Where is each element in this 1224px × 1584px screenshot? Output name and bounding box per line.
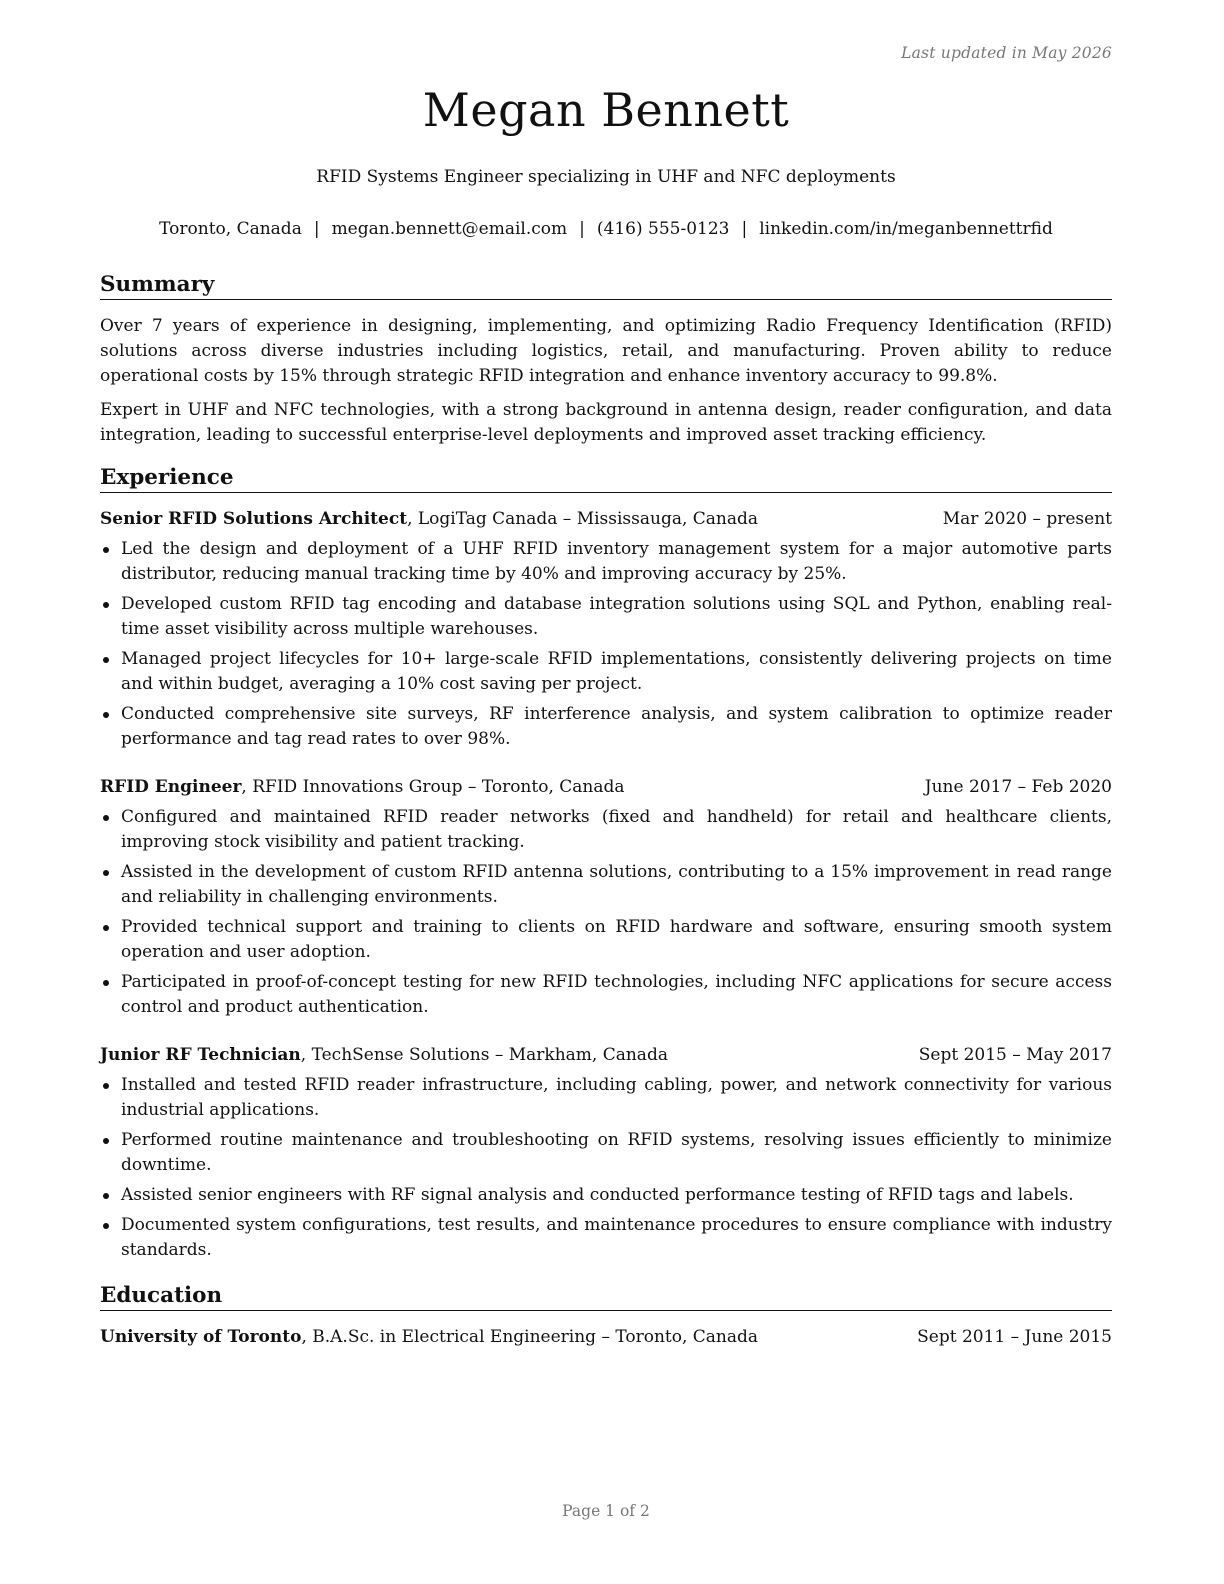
job-dates: June 2017 – Feb 2020 <box>924 777 1112 797</box>
candidate-tagline: RFID Systems Engineer specializing in UHF and NFC deployments <box>316 167 896 187</box>
bullet-text: Conducted comprehensive site surveys, RF interference analysis, and system calibration to optimize reader performance and tag read rates to over 98%. <box>121 704 1112 749</box>
job-dates: Sept 2015 – May 2017 <box>918 1045 1112 1065</box>
bullet-text: Assisted in the development of custom RFID antenna solutions, contributing to a 15% improvement in read range and reliability in challenging environments. <box>121 862 1112 907</box>
bullet-icon <box>103 712 109 718</box>
resume-page <box>100 0 1112 1584</box>
job-header <box>100 1043 1112 1068</box>
bullet-icon <box>103 1193 109 1199</box>
job-dates: Mar 2020 – present <box>942 509 1112 529</box>
bullet-icon <box>103 547 109 553</box>
job-bullets <box>100 537 1112 757</box>
bullet-icon <box>103 1138 109 1144</box>
contact-line <box>100 219 1112 239</box>
bullet-icon <box>103 925 109 931</box>
contact-location: Toronto, Canada <box>159 219 302 239</box>
contact-phone: (416) 555-0123 <box>596 219 730 239</box>
bullet-icon <box>103 602 109 608</box>
bullet-icon <box>103 1083 109 1089</box>
list-item <box>100 970 1112 1020</box>
bullet-text: Configured and maintained RFID reader networks (fixed and handheld) for retail and healthcare clients, improving stock visibility and patient tracking. <box>121 807 1112 852</box>
contact-separator: | <box>741 219 748 239</box>
list-item <box>100 915 1112 965</box>
summary-paragraph: Over 7 years of experience in designing, implementing, and optimizing Radio Frequency Identification (RFID) solutions across diverse industries including logistics, retail, and manufacturing. Proven ability to reduce operational costs by 15% through strategic RFID integration and enhance inventory accuracy to 99.8%. <box>100 316 1112 386</box>
list-item <box>100 647 1112 697</box>
education-entry <box>100 1325 1112 1350</box>
section-heading-education: Education <box>100 1285 1112 1311</box>
contact-email-link[interactable]: megan.bennett@email.com <box>331 219 568 239</box>
bullet-text: Assisted senior engineers with RF signal analysis and conducted performance testing of RFID tags and labels. <box>121 1185 1074 1205</box>
bullet-icon <box>103 657 109 663</box>
last-updated-note: Last updated in May 2026 <box>901 44 1112 62</box>
bullet-icon <box>103 980 109 986</box>
bullet-text: Participated in proof-of-concept testing for new RFID technologies, including NFC applications for secure access control and product authentication. <box>121 972 1112 1017</box>
list-item <box>100 1073 1112 1123</box>
bullet-text: Managed project lifecycles for 10+ large-scale RFID implementations, consistently delivering projects on time and within budget, averaging a 10% cost saving per project. <box>121 649 1112 694</box>
list-item <box>100 1213 1112 1263</box>
list-item <box>100 537 1112 587</box>
page-number: Page 1 of 2 <box>562 1502 650 1520</box>
bullet-text: Performed routine maintenance and troubleshooting on RFID systems, resolving issues efficiently to minimize downtime. <box>121 1130 1112 1175</box>
job-title: Senior RFID Solutions Architect <box>100 509 408 529</box>
summary-paragraph: Expert in UHF and NFC technologies, with a strong background in antenna design, reader configuration, and data integration, leading to successful enterprise-level deployments and improved asset tracking efficiency. <box>100 400 1112 445</box>
candidate-name: Megan Bennett <box>422 83 790 137</box>
job-header <box>100 507 1112 532</box>
section-heading-summary: Summary <box>100 274 1112 300</box>
education-dates: Sept 2011 – June 2015 <box>917 1327 1112 1347</box>
job-title: RFID Engineer <box>100 777 242 797</box>
list-item <box>100 860 1112 910</box>
education-degree: , B.A.Sc. in Electrical Engineering – Toronto, Canada <box>301 1327 759 1347</box>
bullet-icon <box>103 870 109 876</box>
list-item <box>100 702 1112 752</box>
list-item <box>100 1183 1112 1208</box>
contact-separator: | <box>579 219 585 239</box>
job-company: , RFID Innovations Group – Toronto, Canada <box>241 777 625 797</box>
bullet-text: Installed and tested RFID reader infrastructure, including cabling, power, and network connectivity for various industrial applications. <box>121 1075 1112 1120</box>
bullet-text: Led the design and deployment of a UHF RFID inventory management system for a major automotive parts distributor, reducing manual tracking time by 40% and improving accuracy by 25%. <box>121 539 1112 584</box>
job-header <box>100 775 1112 800</box>
list-item <box>100 805 1112 855</box>
bullet-icon <box>103 1223 109 1229</box>
job-bullets <box>100 1073 1112 1268</box>
contact-separator: | <box>313 219 320 239</box>
bullet-text: Documented system configurations, test results, and maintenance procedures to ensure compliance with industry standards. <box>121 1215 1112 1260</box>
bullet-icon <box>103 815 109 821</box>
list-item <box>100 592 1112 642</box>
bullet-text: Provided technical support and training to clients on RFID hardware and software, ensuring smooth system operation and user adoption. <box>121 917 1112 962</box>
job-company: , LogiTag Canada – Mississauga, Canada <box>407 509 759 529</box>
section-heading-experience: Experience <box>100 467 1112 493</box>
job-title: Junior RF Technician <box>100 1045 301 1065</box>
contact-linkedin-link[interactable]: linkedin.com/in/meganbennettrfid <box>759 219 1053 239</box>
bullet-text: Developed custom RFID tag encoding and database integration solutions using SQL and Python, enabling real-time asset visibility across multiple warehouses. <box>121 594 1112 639</box>
job-company: , TechSense Solutions – Markham, Canada <box>300 1045 668 1065</box>
list-item <box>100 1128 1112 1178</box>
job-bullets <box>100 805 1112 1025</box>
education-school: University of Toronto <box>100 1327 302 1347</box>
